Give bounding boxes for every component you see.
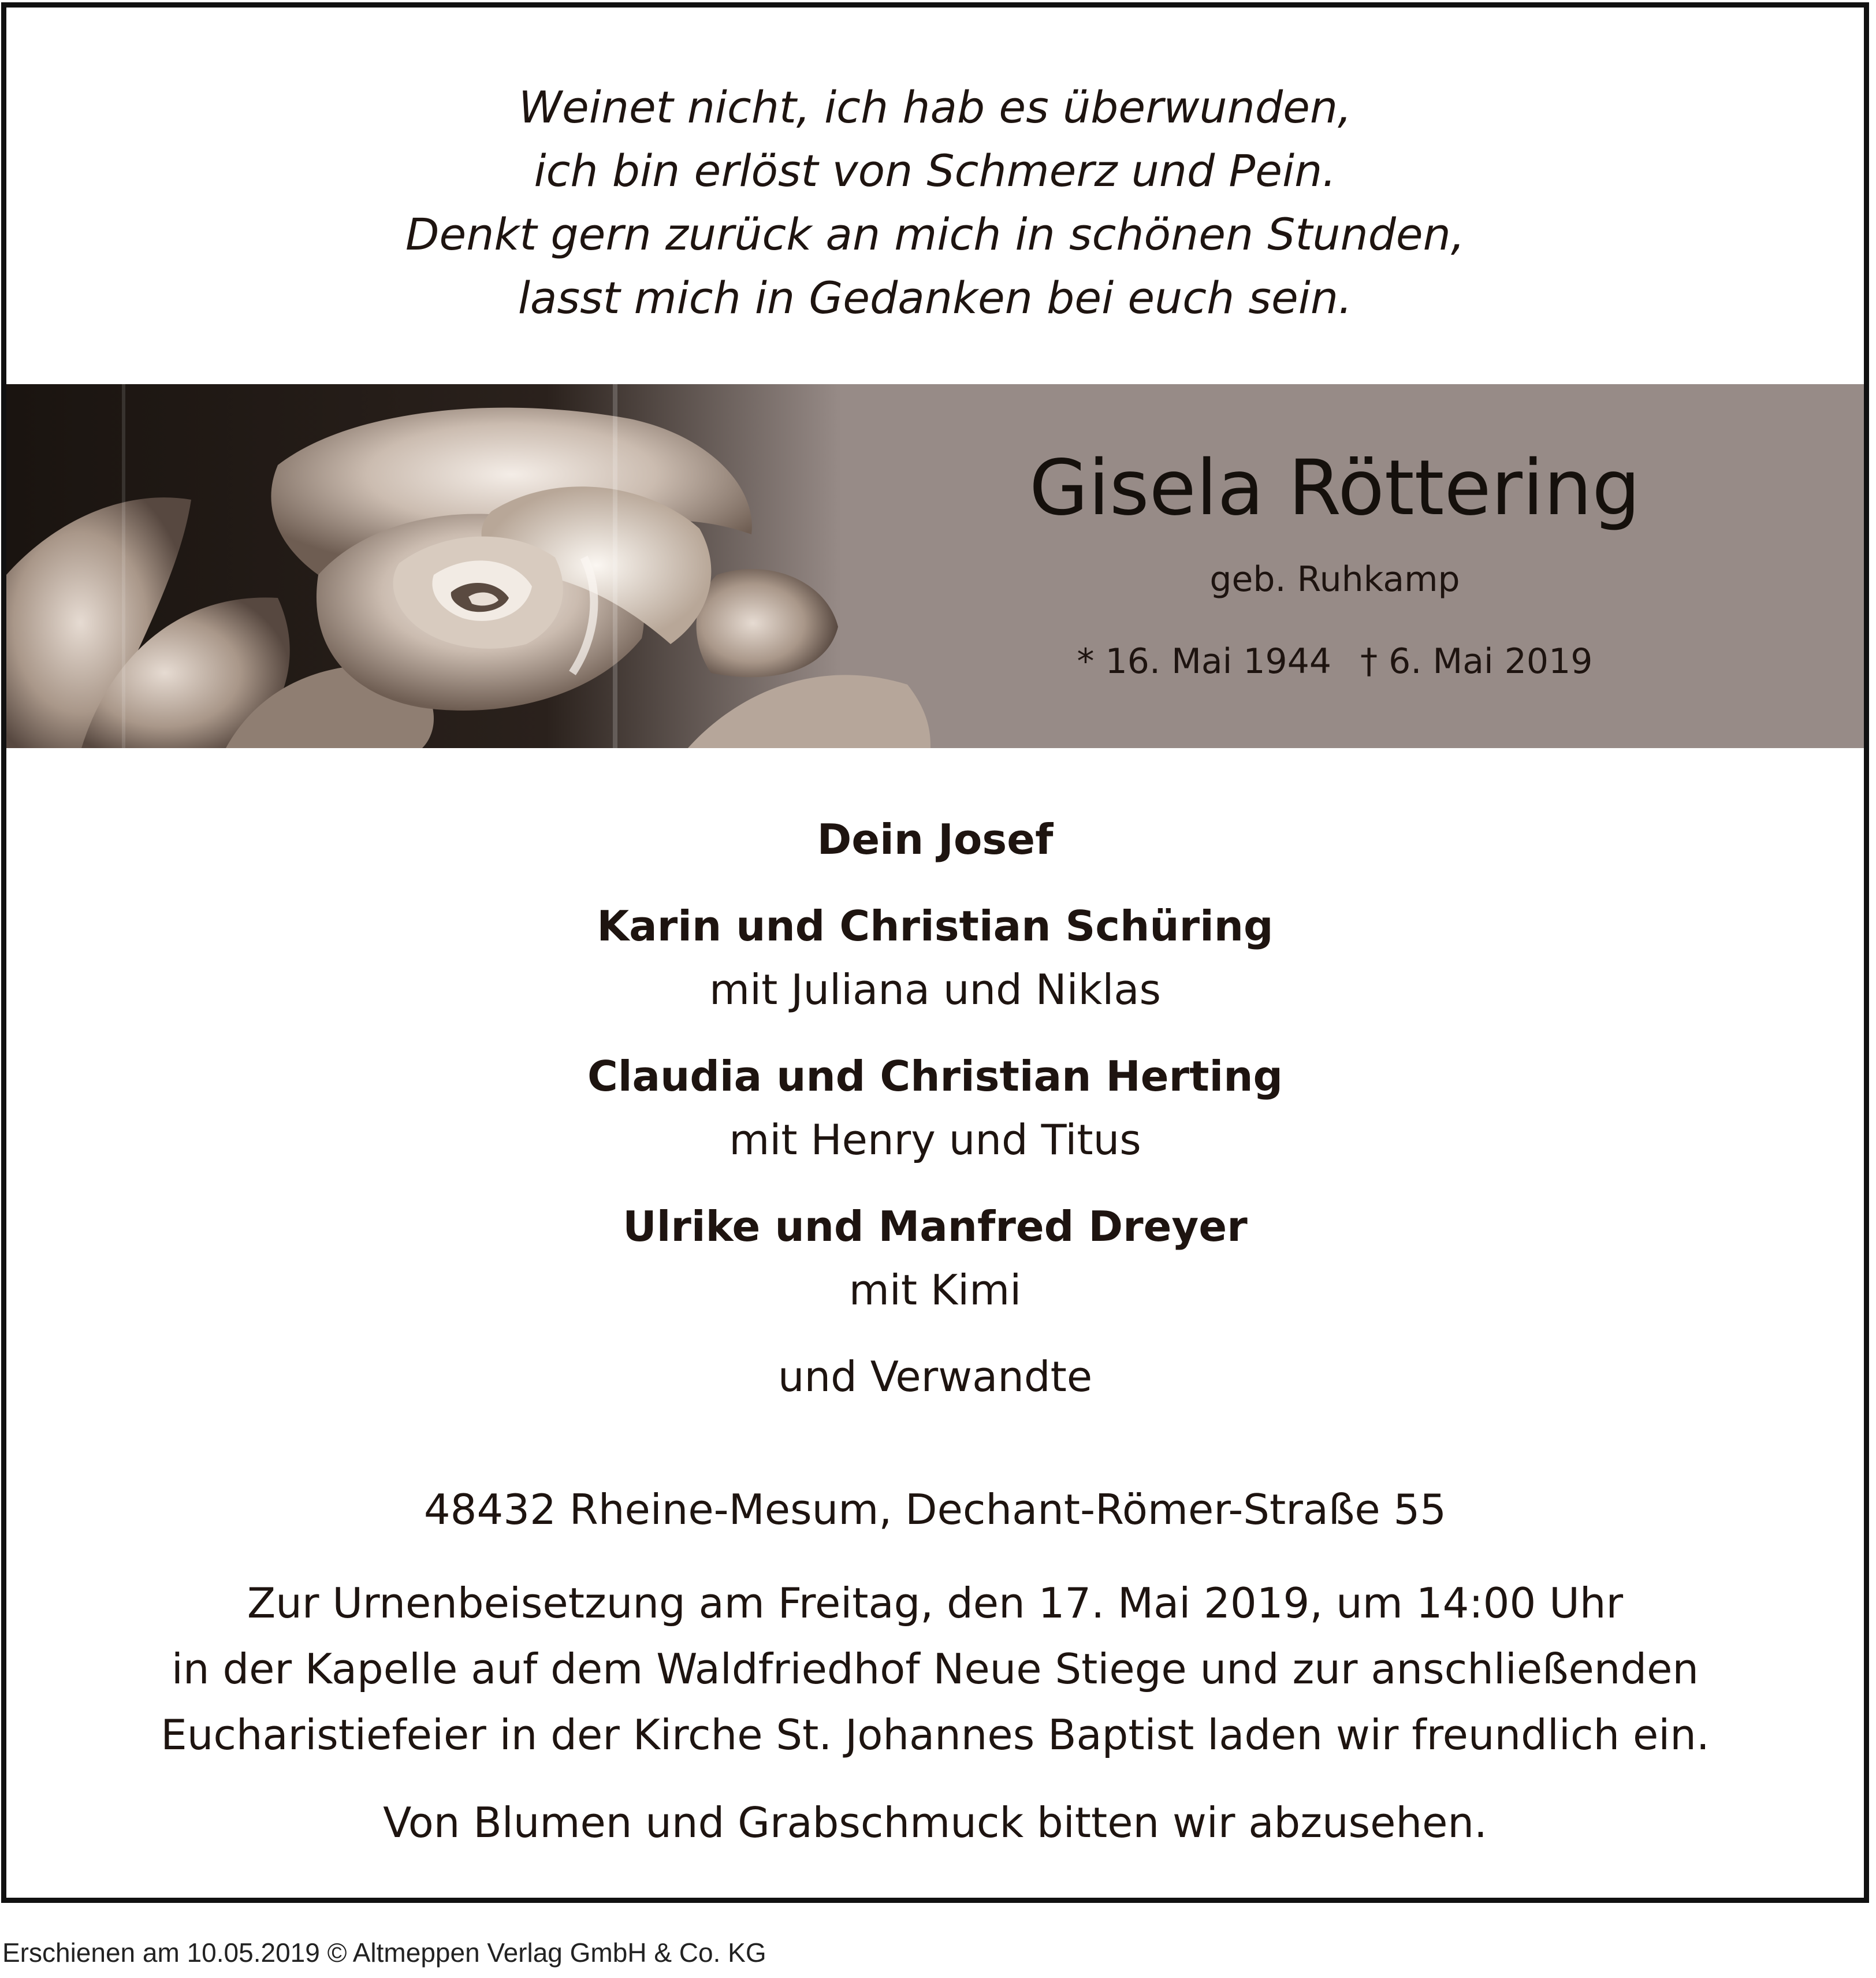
mourner-entry [6,1195,1864,1322]
mourner-entry [6,1044,1864,1172]
death-date: † 6. Mai 2019 [1360,641,1593,682]
publication-footer: Erschienen am 10.05.2019 © Altmeppen Verlag GmbH & Co. KG [2,1938,766,1968]
mourner-name: Dein Josef [817,815,1054,864]
ceremony-line: Eucharistiefeier in der Kirche St. Johannes Baptist laden wir freundlich ein. [161,1711,1710,1759]
ceremony-text [6,1570,1864,1768]
mourner-children: mit Juliana und Niklas [709,965,1161,1014]
birth-date: * 16. Mai 1944 [1077,641,1332,682]
mourner-entry [6,894,1864,1021]
relatives-note: und Verwandte [777,1352,1093,1401]
ceremony-line: in der Kapelle auf dem Waldfriedhof Neue Stiege und zur anschließenden [171,1645,1699,1693]
poem-line: ich bin erlöst von Schmerz und Pein. [534,145,1337,196]
mourners-list [6,808,1864,1408]
name-banner [6,384,1864,748]
birth-name: geb. Ruhkamp [1209,559,1460,600]
poem-line: lasst mich in Gedanken bei euch sein. [518,272,1353,324]
mourner-name: Ulrike und Manfred Dreyer [623,1202,1248,1251]
ceremony-line: Zur Urnenbeisetzung am Freitag, den 17. Mai 2019, um 14:00 Uhr [247,1579,1624,1627]
mourner-name: Claudia und Christian Herting [587,1052,1283,1100]
poem [6,76,1864,330]
flowers-note: Von Blumen und Grabschmuck bitten wir abzusehen. [383,1798,1487,1847]
obituary-frame [1,2,1869,1903]
mourner-name: Karin und Christian Schüring [597,902,1274,950]
mourner-children: mit Kimi [848,1266,1022,1314]
poem-line: Weinet nicht, ich hab es überwunden, [518,81,1352,133]
address: 48432 Rheine-Mesum, Dechant-Römer-Straße 55 [423,1485,1447,1534]
funeral-info [6,1478,1864,1854]
deceased-name: Gisela Röttering [1029,444,1641,533]
mourner-entry [6,808,1864,871]
mourner-children: mit Henry und Titus [729,1116,1141,1164]
life-dates [838,638,1832,685]
poem-line: Denkt gern zurück an mich in schönen Stunden, [405,209,1465,260]
